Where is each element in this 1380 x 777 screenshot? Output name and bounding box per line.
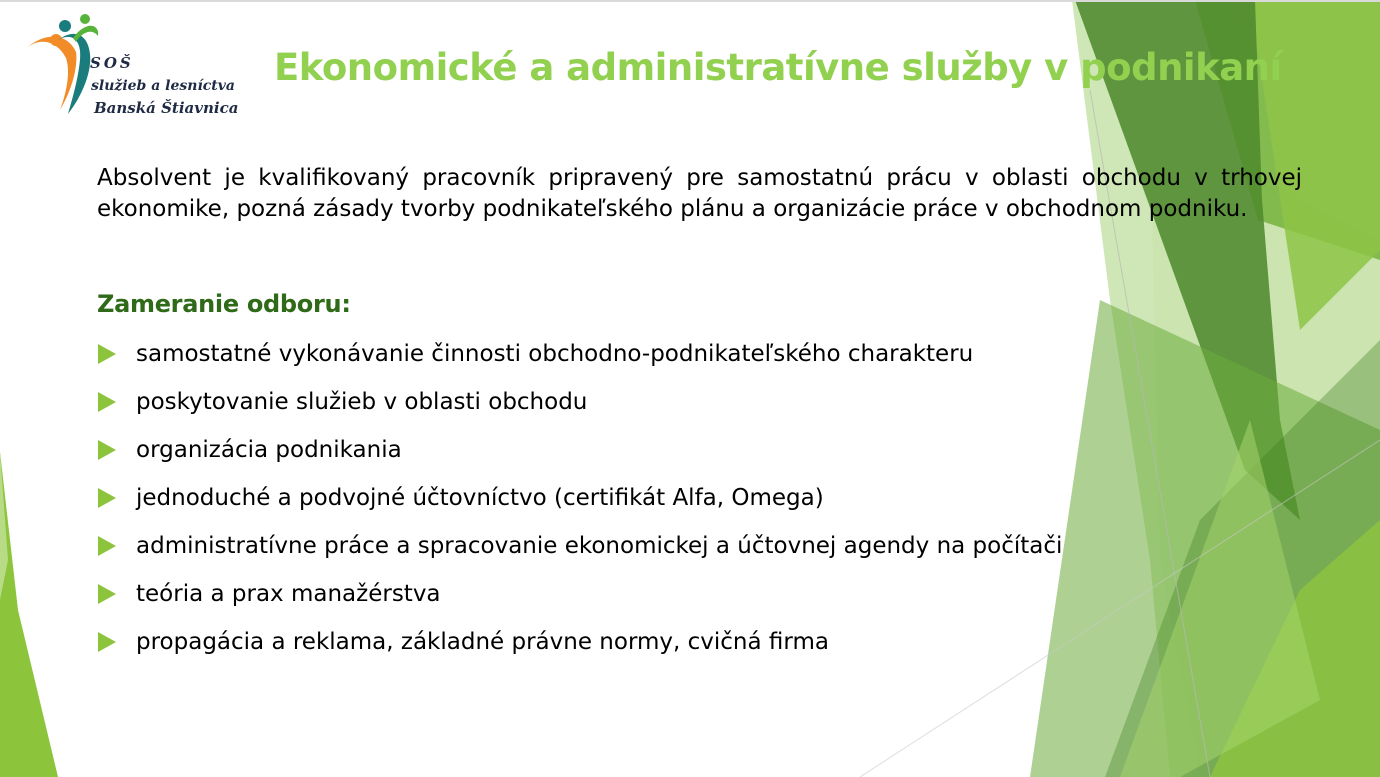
- logo-figures-icon: [18, 10, 98, 122]
- page-title: Ekonomické a administratívne služby v podnikaní: [274, 46, 1282, 89]
- list-item-text: poskytovanie služieb v oblasti obchodu: [136, 389, 588, 415]
- logo-school-abbrev: SOŠ: [90, 54, 134, 72]
- list-item: [98, 624, 829, 660]
- list-item: [98, 576, 441, 612]
- triangle-bullet-icon: [98, 344, 116, 364]
- list-item: [98, 480, 824, 516]
- list-item-text: teória a prax manažérstva: [136, 581, 441, 607]
- list-item: [98, 336, 973, 372]
- triangle-bullet-icon: [98, 440, 116, 460]
- list-item: [98, 528, 1062, 564]
- triangle-bullet-icon: [98, 392, 116, 412]
- intro-paragraph: Absolvent je kvalifikovaný pracovník pripravený pre samostatnú prácu v oblasti obchodu v trhovej ekonomike, pozná zásady tvorby podnikateľského plánu a organizácie práce v obchodnom podniku.: [97, 165, 1302, 222]
- triangle-bullet-icon: [98, 536, 116, 556]
- list-item: [98, 384, 587, 420]
- triangle-bullet-icon: [98, 584, 116, 604]
- triangle-bullet-icon: [98, 488, 116, 508]
- section-heading: Zameranie odboru:: [97, 290, 351, 318]
- slide-top-border: [0, 0, 1380, 2]
- list-item: [98, 432, 402, 468]
- triangle-bullet-icon: [98, 632, 116, 652]
- list-item-text: propagácia a reklama, základné právne normy, cvičná firma: [136, 629, 829, 655]
- logo-school-town: Banská Štiavnica: [94, 99, 239, 117]
- list-item-text: administratívne práce a spracovanie ekonomickej a účtovnej agendy na počítači: [136, 533, 1063, 559]
- list-item-text: organizácia podnikania: [136, 437, 402, 463]
- list-item-text: samostatné vykonávanie činnosti obchodno-podnikateľského charakteru: [136, 341, 974, 367]
- logo-school-name: služieb a lesníctva: [91, 78, 235, 94]
- school-logo: [18, 10, 253, 122]
- list-item-text: jednoduché a podvojné účtovníctvo (certifikát Alfa, Omega): [136, 485, 824, 511]
